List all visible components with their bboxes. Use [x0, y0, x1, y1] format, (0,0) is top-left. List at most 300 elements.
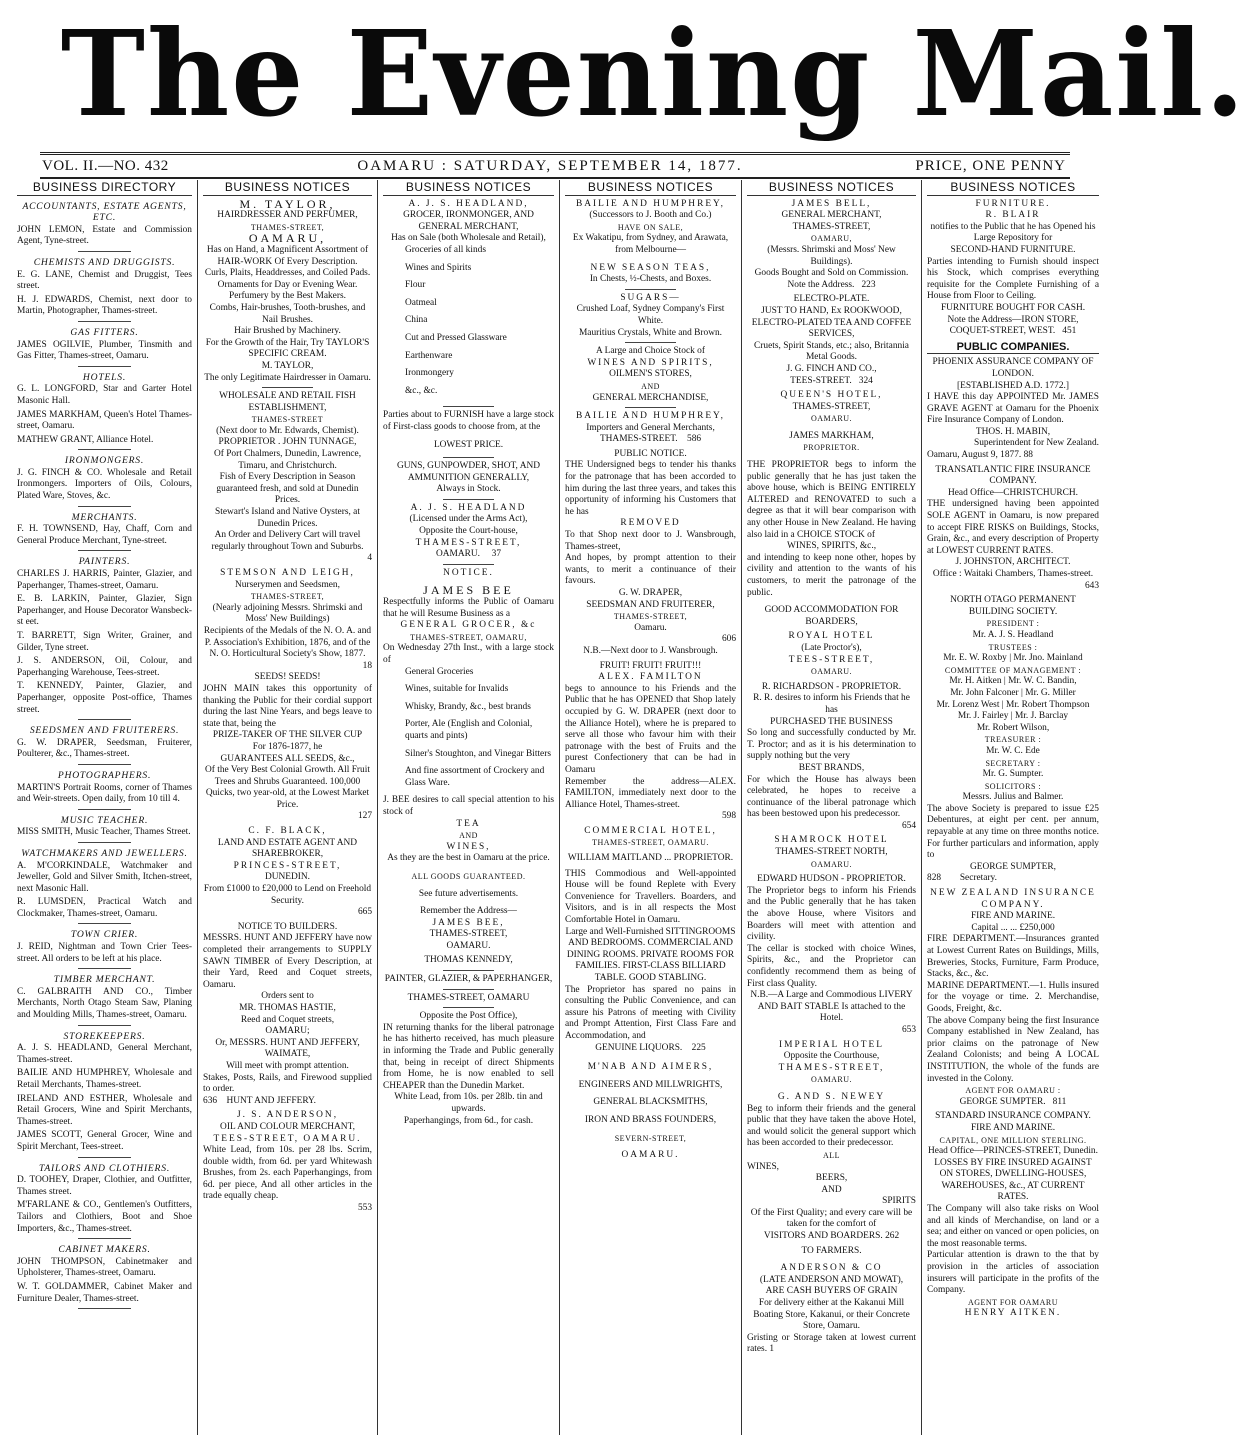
- divider: [443, 970, 494, 971]
- divider: [443, 499, 494, 500]
- advert-street: THAMES-STREET,: [415, 537, 522, 548]
- directory-entry: IRELAND AND ESTHER, Wholesale and Retail Grocers, Wine and Spirit Merchants, Thames-street.: [17, 1093, 192, 1127]
- advert-signature: GEORGE SUMPTER,: [970, 861, 1056, 872]
- advert-name: COMMERCIAL HOTEL,: [584, 825, 717, 836]
- advert-number: 665: [357, 907, 372, 918]
- directory-entry: G. L. LONGFORD, Star and Garter Hotel Masonic Hall.: [17, 384, 192, 406]
- advert-text: CAPITAL, ONE MILLION STERLING.: [939, 1135, 1087, 1145]
- directory-entry: T. KENNEDY, Painter, Glazier, and Paperhanger, opposite Post-office, Thames street.: [17, 681, 192, 715]
- directory-entry: A. M'CORKINDALE, Watchmaker and Jeweller, Gold and Silver Smith, Itchen-street, next Masonic Hall.: [17, 860, 192, 894]
- advert-name: ALEX. FAMILTON: [598, 672, 703, 683]
- advert-name: ROYAL HOTEL: [788, 631, 875, 642]
- advert-text: Note the Address.: [787, 279, 855, 290]
- advert-number: 636: [203, 1095, 218, 1106]
- advert-text: Parties about to FURNISH have a large stock of First-class goods to choose from, at the: [383, 410, 554, 432]
- advert-street: TEES-STREET.: [790, 375, 852, 386]
- advert-number: 18: [362, 660, 372, 671]
- advert-text: Ex Wakatipu, from Sydney, and Arawata, from Melbourne—: [572, 233, 729, 255]
- directory-category: TIMBER MERCHANT.: [53, 974, 156, 986]
- advert-text: PRESIDENT :: [986, 619, 1040, 629]
- shamrock-hotel-advert: [747, 835, 916, 1036]
- divider: [78, 1308, 131, 1309]
- advert-text: ALL: [822, 1150, 841, 1160]
- advert-street: THAMES-STREET, OAMARU: [407, 992, 530, 1003]
- advert-text: Opposite the Post Office),: [419, 1011, 518, 1022]
- advert-number: 4: [367, 553, 372, 564]
- advert-text: TEA: [456, 818, 481, 829]
- divider: [262, 387, 313, 388]
- page-columns: [12, 180, 1104, 1435]
- advert-town: DUNEDIN.: [264, 872, 311, 883]
- advert-street: THAMES-STREET,: [778, 1062, 885, 1073]
- advert-number: 586: [687, 434, 702, 445]
- advert-name: ELECTRO-PLATE.: [793, 294, 870, 305]
- advert-text: GUARANTEES ALL SEEDS, &c.,: [220, 753, 355, 764]
- divider: [78, 923, 131, 924]
- directory-entry: J. S. ANDERSON, Oil, Colour, and Paperhanging Warehouse, Tees-street.: [17, 656, 192, 678]
- directory-entry: MARTIN'S Portrait Rooms, corner of Thames and Weir-streets. Open daily, from 10 till 4.: [17, 782, 192, 805]
- directory-category: HOTELS.: [82, 371, 127, 383]
- directory-category: TOWN CRIER.: [70, 929, 139, 941]
- advert-text: ARE CASH BUYERS OF GRAIN: [765, 1286, 898, 1297]
- advert-text: From £1000 to £20,000 to Lend on Freehold Security.: [203, 884, 372, 906]
- advert-text: GENERAL MERCHANDISE,: [592, 392, 709, 403]
- divider: [78, 506, 131, 507]
- advert-trade: GENERAL MERCHANT,: [781, 210, 882, 221]
- advert-text: Head Office—CHRISTCHURCH.: [947, 487, 1079, 498]
- goods-item: Earthenware: [405, 350, 453, 361]
- advert-text: (Next door to Mr. Edwards, Chemist).: [216, 425, 359, 436]
- advert-number: 37: [491, 549, 502, 560]
- advert-text: The cellar is stocked with choice Wines, Spirits, &c., and the Proprietor can confidently recommend them as being of First class Quality.: [747, 943, 916, 989]
- advert-name: J. S. ANDERSON,: [236, 1110, 339, 1121]
- advert-trade: OIL AND COLOUR MERCHANT,: [220, 1121, 355, 1132]
- advert-number: 451: [1062, 326, 1077, 337]
- royal-hotel-advert: [747, 631, 916, 832]
- column-heading: BUSINESS NOTICES: [203, 180, 372, 196]
- advert-text: Fish of Every Description in Season guaranteed fresh, and sold at Dunedin Prices.: [216, 472, 359, 506]
- advert-text: TRUSTEES :: [988, 642, 1038, 652]
- column-business-directory: [12, 180, 197, 1435]
- advert-text: Ornaments for Day or Evening Wear.: [217, 279, 358, 290]
- electro-plate-advert: [747, 294, 916, 387]
- nz-insurance-advert: [927, 888, 1099, 1108]
- advert-text: THE Undersigned begs to tender his thanks for the patronage that has been accorded to him during the last three years, and takes this opportunity of informing his Customers that he has: [565, 460, 736, 517]
- column-heading: BUSINESS NOTICES: [565, 180, 736, 196]
- directory-entry: E. B. LARKIN, Painter, Glazier, Sign Paperhanger, and House Decorator Wansbeck-st eet.: [17, 594, 192, 628]
- advert-trade: SEEDSMAN AND FRUITERER,: [586, 599, 715, 610]
- advert-text: As they are the best in Oamaru at the price.: [387, 853, 550, 864]
- advert-street: THAMES-STREET, OAMARU,: [410, 632, 527, 642]
- advert-text: Remember the address—ALEX. FAMILTON, immediately next door to the Alliance Hotel, Thames-street.: [565, 776, 736, 810]
- directory-entry: D. TOOHEY, Draper, Clothier, and Outfitter, Thames street.: [17, 1175, 192, 1197]
- advert-street: THAMES-STREET,: [250, 222, 325, 232]
- advert-text: White Lead, from 10s. per 28 lbs. Scrim, double width, from 6d. per yard Whitewash Brushes, from 2s. each Paperhangings, from 6d. per piece, And all other articles in the trade equally cheap.: [203, 1145, 372, 1202]
- goods-item: China: [405, 315, 428, 326]
- advert-street: THAMES-STREET,: [792, 401, 871, 412]
- advert-text: AND: [641, 381, 660, 391]
- advert-text: SEEDS! SEEDS!: [254, 672, 321, 683]
- advert-text: FIRE AND MARINE.: [970, 1122, 1056, 1133]
- phoenix-advert: [927, 357, 1099, 461]
- advert-text: LOSSES BY FIRE INSURED AGAINST ON STORES, DWELLING-HOUSES, WAREHOUSES, &c., AT CURRENT RATES.: [934, 1157, 1092, 1203]
- advert-text: Cruets, Spirit Stands, etc.; also, Britannia Metal Goods.: [754, 340, 909, 363]
- advert-signature: A. J. S. HEADLAND: [410, 502, 527, 513]
- column-heading: BUSINESS NOTICES: [927, 180, 1099, 196]
- advert-text: THE undersigned having been appointed SOLE AGENT in Oamaru, is now prepared to accept FIRE RISKS on Buildings, Stocks, Grain, &c., and every description of Property at LOWEST CURRENT RATES.: [927, 499, 1099, 556]
- newspaper-title: The Evening Mail.: [60, 4, 1247, 143]
- advert-text: Of the Very Best Colonial Growth. All Fruit Trees and Shrubs Guaranteed. 100,000 Quicks, two year-old, at the Lowest Market Price.: [205, 765, 370, 810]
- committee-list: [927, 676, 1099, 734]
- advert-text: SUGARS—: [620, 292, 681, 303]
- advert-text: begs to announce to his Friends and the Public that he has OPENED that Shop lately occupied by G. W. DRAPER (next door to the Alliance Hotel), where he is prepared to serve all those who favour him with their patronage with the best of Fruits and the purest Confectionery that can be had in Oamaru: [565, 683, 736, 775]
- committee-member: Mr. H. Aitken | Mr. W. C. Bandin,: [949, 676, 1077, 687]
- advert-text: Stewart's Island and Native Oysters, at Dunedin Prices.: [215, 507, 360, 529]
- commercial-hotel-advert: [565, 826, 736, 1054]
- directory-entry: JOHN LEMON, Estate and Commission Agent, Tyne-street.: [17, 224, 192, 247]
- divider: [78, 1157, 131, 1158]
- directory-entry: J. REID, Nightman and Town Crier Tees-street. All orders to be left at his place.: [17, 942, 192, 964]
- divider: [625, 407, 676, 408]
- advert-street: THAMES-STREET: [251, 415, 324, 425]
- column-heading: BUSINESS NOTICES: [383, 180, 554, 196]
- advert-trade: GENERAL BLACKSMITHS,: [593, 1097, 708, 1108]
- directory-entry: F. H. TOWNSEND, Hay, Chaff, Corn and General Produce Merchant, Tyne-street.: [17, 524, 192, 546]
- directory-category: SEEDSMEN AND FRUITERERS.: [29, 725, 180, 737]
- divider: [443, 406, 494, 407]
- price: PRICE, ONE PENNY: [915, 158, 1066, 174]
- advert-name: STANDARD INSURANCE COMPANY.: [935, 1111, 1091, 1122]
- advert-text: Hair Brushed by Machinery.: [234, 326, 341, 337]
- black-advert: [203, 826, 372, 919]
- directory-entry: JAMES SCOTT, General Grocer, Wine and Spirit Merchant, Tees-street.: [17, 1130, 192, 1152]
- advert-town: OAMARU.: [810, 414, 853, 424]
- advert-text: FIRE AND MARINE.: [970, 911, 1056, 922]
- divider: [443, 989, 494, 990]
- directory-category: GAS FITTERS.: [70, 326, 139, 338]
- taylor-advert: [203, 196, 372, 385]
- bailie-advert: [565, 199, 736, 446]
- advert-text: J. BEE desires to call special attention to his stock of: [383, 795, 554, 817]
- advert-text: LOWEST PRICE.: [433, 439, 504, 450]
- advert-street: THAMES-STREET,: [613, 612, 688, 622]
- directory-category: CHEMISTS AND DRUGGISTS.: [33, 256, 176, 268]
- advert-text: SPIRITS: [882, 1196, 916, 1207]
- advert-text: JOHN MAIN takes this opportunity of thanking the Public for their cordial support during the last Nine Years, and begs leave to state that, being the: [203, 683, 372, 729]
- advert-name: ANDERSON & CO: [780, 1263, 883, 1274]
- advert-street: SEVERN-STREET,: [614, 1133, 687, 1143]
- advert-trade: Nurserymen and Seedsmen,: [235, 579, 340, 590]
- divider: [78, 968, 131, 969]
- advert-text: notifies to the Public that he has Opened his Large Repository for: [930, 221, 1096, 244]
- directory-entry: JAMES MARKHAM, Queen's Hotel Thames-street, Oamaru.: [17, 409, 192, 432]
- committee-member: Mr. Lorenz West | Mr. Robert Thompson: [936, 699, 1090, 710]
- advert-text: GOOD ACCOMMODATION FOR BOARDERS,: [764, 605, 899, 627]
- imperial-hotel-advert: [747, 1040, 916, 1243]
- divider: [78, 1238, 131, 1239]
- goods-item: General Groceries: [405, 666, 474, 677]
- advert-text: Mr. A. J. S. Headland: [972, 629, 1054, 640]
- advert-town: OAMARU.: [435, 549, 480, 560]
- advert-text: BEERS,: [815, 1173, 848, 1184]
- goods-item: Wines, suitable for Invalids: [405, 684, 509, 695]
- advert-trade: GENERAL MERCHANT,: [418, 221, 519, 232]
- advert-text: Capital ... ... £250,000: [971, 922, 1055, 933]
- advert-signature: M. TAYLOR,: [261, 360, 314, 371]
- masthead: [0, 0, 1247, 150]
- advert-text: Always in Stock.: [436, 484, 501, 495]
- advert-text: (Successors to J. Booth and Co.): [589, 210, 712, 221]
- advert-text: GENUINE LIQUORS.: [595, 1042, 683, 1053]
- committee-member: Mr. J. Fairley | Mr. J. Barclay: [957, 711, 1069, 722]
- advert-text: (Late Proctor's),: [801, 642, 862, 653]
- advert-text: On Wednesday 27th Inst., with a large stock of: [383, 643, 554, 665]
- advert-text: PURCHASED THE BUSINESS: [770, 716, 893, 727]
- directory-entry: R. LUMSDEN, Practical Watch and Clockmaker, Thames-street, Oamaru.: [17, 897, 192, 919]
- goods-item: Whisky, Brandy, &c., best brands: [405, 701, 531, 712]
- advert-text: Reed and Coquet streets,: [240, 1014, 335, 1025]
- advert-name: G. AND S. NEWEY: [777, 1091, 886, 1102]
- divider: [78, 764, 131, 765]
- divider: [443, 1007, 494, 1008]
- directory-category: TAILORS AND CLOTHIERS.: [38, 1162, 171, 1174]
- advert-name: NOTICE.: [443, 567, 494, 578]
- advert-text: N.B.—A Large and Commodious LIVERY AND BAIT STABLE Is attached to the Hotel.: [750, 990, 913, 1024]
- advert-name: TRANSATLANTIC FIRE INSURANCE COMPANY.: [935, 464, 1091, 487]
- stemson-advert: [203, 568, 372, 823]
- advert-name: JAMES BELL,: [791, 198, 872, 209]
- directory-entry: M'FARLANE & CO., Gentlemen's Outfitters, Tailors and Clothiers, Boot and Shoe Importers, &c., Thames-street.: [17, 1200, 192, 1234]
- divider: [78, 809, 131, 810]
- advert-text: An Order and Delivery Cart will travel regularly throughout Town and Suburbs.: [211, 530, 364, 552]
- advert-street: COQUET-STREET, WEST.: [949, 326, 1056, 337]
- advert-text: (LATE ANDERSON AND MOWAT),: [759, 1274, 904, 1285]
- advert-text: EDWARD HUDSON - PROPRIETOR.: [757, 874, 906, 885]
- directory-entry: CHARLES J. HARRIS, Painter, Glazier, and Paperhanger, Thames-street, Oamaru.: [17, 569, 192, 591]
- goods-item: Silner's Stoughton, and Vinegar Bitters: [405, 748, 551, 759]
- advert-text: TREASURER :: [984, 735, 1042, 745]
- advert-text: The Proprietor begs to inform his Friends and the Public generally that he has taken the above House, where Visitors and Boarders will meet with attention and civility.: [747, 885, 916, 943]
- advert-text: Paperhangings, from 6d., for cash.: [403, 1115, 534, 1126]
- advert-text: For 1876-1877, he: [252, 741, 323, 752]
- directory-category: MUSIC TEACHER.: [60, 814, 149, 826]
- divider: [78, 719, 131, 720]
- builders-advert: [203, 922, 372, 1108]
- advert-text: R. R. desires to inform his Friends that he has: [753, 693, 910, 715]
- advert-text: Superintendent for New Zealand.: [974, 438, 1099, 449]
- advert-text: (Nearly adjoining Messrs. Shrimski and Moss' New Buildings): [212, 602, 363, 625]
- advert-text: PRIZE-TAKER OF THE SILVER CUP: [212, 730, 363, 741]
- advert-text: COMMITTEE OF MANAGEMENT :: [944, 665, 1082, 675]
- directory-entry: H. J. EDWARDS, Chemist, next door to Martin, Photographer, Thames-street.: [17, 294, 192, 317]
- divider: [78, 550, 131, 551]
- column-notices-3: [377, 180, 559, 1435]
- advert-signature: JAMES BEE,: [432, 917, 505, 928]
- advert-name: R. BLAIR: [985, 210, 1041, 221]
- advert-text: I HAVE this day APPOINTED Mr. JAMES GRAVE AGENT at Oamaru for the Phoenix Fire Insurance Company of London.: [927, 392, 1099, 426]
- advert-town: OAMARU,: [248, 231, 327, 246]
- advert-name: STEMSON AND LEIGH,: [220, 568, 355, 578]
- goods-item: &c., &c.: [405, 385, 438, 396]
- advert-text: Beg to inform their friends and the general public that they have taken the above Hotel, and would solicit the general support which has been accorded to their predecessor.: [747, 1103, 916, 1149]
- advert-text: So long and successfully conducted by Mr. T. Proctor; and as it is his determination to supply nothing but the very: [747, 728, 916, 762]
- advert-text: Or, MESSRS. HUNT AND JEFFERY,: [215, 1037, 360, 1048]
- advert-name: A. J. S. HEADLAND,: [408, 198, 529, 209]
- advert-signature: THOS. H. MABIN,: [975, 426, 1051, 437]
- advert-street: THAMES-STREET NORTH,: [775, 847, 888, 858]
- advert-name: BAILIE AND HUMPHREY,: [576, 198, 725, 209]
- divider: [625, 342, 676, 343]
- divider: [625, 289, 676, 290]
- advert-signature: J. JOHNSTON, ARCHITECT.: [955, 557, 1071, 568]
- advert-text: Curls, Plaits, Headdresses, and Coiled Pads.: [204, 268, 371, 279]
- headland-advert: [383, 199, 554, 561]
- advert-name: TO FARMERS.: [801, 1245, 862, 1256]
- advert-text: Secretary.: [959, 873, 997, 884]
- dateline-bar: [40, 152, 1070, 179]
- advert-text: White Lead, from 10s. per 28lb. tin and upwards.: [394, 1092, 543, 1114]
- advert-text: Mr. E. W. Roxby | Mr. Jno. Mainland: [943, 653, 1083, 664]
- advert-text: Oamaru, August 9, 1877.: [927, 450, 1022, 461]
- advert-text: Of the First Quality; and every care will be taken for the comfort of: [750, 1207, 913, 1230]
- directory-category: CABINET MAKERS.: [58, 1244, 151, 1256]
- advert-text: AGENT FOR OAMARU :: [965, 1086, 1061, 1096]
- mcnab-advert: [565, 1062, 736, 1162]
- advert-signature: BAILIE AND HUMPHREY,: [576, 411, 725, 422]
- advert-text: Gristing or Storage taken at lowest current rates.: [747, 1332, 916, 1355]
- anderson-co-advert: [747, 1246, 916, 1356]
- advert-number: 653: [901, 1024, 916, 1035]
- goods-item: Groceries of all kinds: [405, 244, 486, 255]
- advert-text: A Large and Choice Stock of: [596, 346, 705, 357]
- advert-name: NORTH OTAGO PERMANENT BUILDING SOCIETY.: [950, 595, 1076, 617]
- advert-signature: G. W. DRAPER,: [618, 588, 683, 598]
- directory-list: [17, 201, 192, 1310]
- advert-name: SHAMROCK HOTEL: [774, 835, 889, 846]
- advert-trade: LAND AND ESTATE AGENT AND SHAREBROKER,: [217, 837, 358, 860]
- advert-text: JUST TO HAND, Ex ROOKWOOD, ELECTRO-PLATED TEA AND COFFEE SERVICES,: [751, 305, 912, 340]
- issue-date: OAMARU : SATURDAY, SEPTEMBER 14, 1877.: [357, 158, 743, 174]
- advert-text: Goods Bought and Sold on Commission.: [754, 268, 909, 279]
- advert-text: Perfumery by the Best Makers.: [229, 291, 346, 302]
- advert-text: Of Port Chalmers, Dunedin, Lawrence, Timaru, and Christchurch.: [213, 449, 362, 471]
- advert-text: Parties intending to Furnish should inspect his Stock, which comprises everything requisite for the Complete Furnishing of a House from Floor to Ceiling.: [927, 256, 1099, 302]
- column-notices-2: [197, 180, 377, 1435]
- advert-street: THAMES-STREET.: [599, 434, 678, 445]
- advert-trade: HAIRDRESSER AND PERFUMER,: [217, 210, 358, 221]
- advert-text: Recipients of the Medals of the N. O. A. and P. Association's Exhibition, 1876, and of the N. O. Horticultural Society's Show, 1877.: [203, 625, 372, 660]
- advert-town: Oamaru.: [634, 622, 667, 633]
- advert-text: AND: [459, 831, 478, 841]
- directory-category: IRONMONGERS.: [64, 455, 145, 467]
- divider: [443, 564, 494, 565]
- transatlantic-advert: [927, 465, 1099, 593]
- advert-trade: IRON AND BRASS FOUNDERS,: [584, 1114, 717, 1125]
- advert-text: Combs, Hair-brushes, Tooth-brushes, and Nail Brushes.: [209, 302, 366, 325]
- directory-entry: JOHN THOMPSON, Cabinetmaker and Upholsterer, Thames-street, Oamaru.: [17, 1256, 192, 1279]
- advert-number: 606: [721, 634, 736, 645]
- advert-town: OAMARU.: [810, 859, 853, 869]
- divider: [78, 251, 131, 252]
- goods-list: [405, 245, 554, 403]
- divider: [78, 1025, 131, 1026]
- bee-advert: [383, 568, 554, 953]
- advert-text: AND: [821, 1184, 842, 1195]
- advert-text: WINES AND SPIRITS,: [587, 357, 714, 368]
- directory-entry: J. G. FINCH & CO. Wholesale and Retail Ironmongers. Importers of Oils, Colours, Plated Ware, Stoves, &c.: [17, 467, 192, 502]
- advert-text: (Licensed under the Arms Act),: [409, 514, 528, 525]
- goods-item: Porter, Ale (English and Colonial, quarts and pints): [405, 719, 533, 741]
- advert-text: ALL GOODS GUARANTEED.: [411, 871, 526, 881]
- advert-text: For delivery either at the Kakanui Mill Boating Store, Kakanui, or their Concrete Store, Oamaru.: [753, 1298, 910, 1332]
- directory-category: WATCHMAKERS AND JEWELLERS.: [21, 847, 188, 859]
- advert-town: OAMARU.: [446, 940, 491, 951]
- directory-entry: MISS SMITH, Music Teacher, Thames Street.: [17, 827, 191, 838]
- advert-text: The above Society is prepared to issue £25 Debentures, at eight per cent. per annum, repayable at any time on three months notice. For further particulars and information, apply to: [927, 803, 1099, 861]
- advert-text: VISITORS AND BOARDERS.: [763, 1231, 883, 1242]
- advert-text: Mr. G. Sumpter.: [982, 769, 1044, 780]
- advert-street: THAMES-STREET,: [792, 221, 871, 232]
- advert-street: THAMES-STREET,: [250, 592, 325, 602]
- section-heading: PUBLIC COMPANIES.: [927, 342, 1099, 355]
- blair-advert: [927, 199, 1099, 338]
- advert-name: IMPERIAL HOTEL: [779, 1039, 884, 1050]
- advert-text: WINES,: [747, 1161, 780, 1172]
- advert-name: QUEEN'S HOTEL,: [780, 390, 883, 401]
- advert-text: (Messrs. Shrimski and Moss' New Buildings).: [767, 244, 896, 267]
- draper-advert: [565, 449, 736, 658]
- goods-item: Flour: [405, 280, 426, 291]
- advert-text: Opposite the Courthouse,: [783, 1051, 880, 1062]
- advert-text: OAMARU;: [265, 1026, 310, 1037]
- advert-street: TEES-STREET,: [788, 654, 875, 665]
- anderson-advert: [203, 1110, 372, 1214]
- advert-text: Will meet with prompt attention.: [226, 1060, 349, 1071]
- advert-text: REMOVED: [620, 518, 681, 529]
- advert-text: In Chests, ½-Chests, and Boxes.: [589, 274, 712, 285]
- directory-entry: W. T. GOLDAMMER, Cabinet Maker and Furniture Dealer, Thames-street.: [17, 1281, 192, 1304]
- advert-signature: HUNT AND JEFFERY.: [226, 1095, 316, 1106]
- divider: [78, 842, 131, 843]
- advert-number: 654: [901, 820, 916, 831]
- advert-text: FURNITURE BOUGHT FOR CASH.: [940, 302, 1086, 313]
- advert-text: NEW SEASON TEAS,: [590, 262, 711, 273]
- advert-text: Office : Waitaki Chambers, Thames-street.: [932, 569, 1094, 579]
- advert-town: OAMARU,: [810, 234, 853, 244]
- advert-number: 1: [769, 1344, 775, 1355]
- advert-trade: ENGINEERS AND MILLWRIGHTS,: [578, 1079, 723, 1090]
- advert-text: WINES,: [446, 841, 491, 852]
- advert-text: For the Growth of the Hair, Try TAYLOR'S SPECIFIC CREAM.: [205, 337, 370, 360]
- advert-name: PUBLIC NOTICE.: [614, 448, 687, 459]
- advert-text: Note the Address—IRON STORE,: [947, 314, 1079, 325]
- advert-text: SECOND-HAND FURNITURE.: [950, 244, 1076, 255]
- advert-town: OAMARU.: [810, 1075, 853, 1085]
- committee-member: Mr. Robert Wilson,: [976, 722, 1050, 733]
- directory-entry: BAILIE AND HUMPHREY, Wholesale and Retail Merchants, Thames-street.: [17, 1068, 192, 1090]
- advert-number: 262: [885, 1231, 900, 1242]
- advert-number: 828: [927, 873, 942, 884]
- directory-category: PAINTERS.: [78, 556, 131, 568]
- advert-text: GUNS, GUNPOWDER, SHOT, AND AMMUNITION GENERALLY,: [396, 461, 541, 483]
- advert-text: Importers and General Merchants,: [586, 422, 715, 433]
- advert-text: IN returning thanks for the liberal patronage he has hitherto received, has much pleasure in informing the Trade and Public generally that, being in receipt of direct Shipments from Home, he is now enabled to sell CHEAPER than the Dunedin Market.: [383, 1022, 554, 1091]
- advert-number: 88: [1023, 450, 1033, 461]
- advert-text: BEST BRANDS,: [798, 762, 865, 773]
- column-notices-5: [741, 180, 921, 1435]
- advert-text: MARINE DEPARTMENT.—1. Hulls insured for the voyage or time. 2. Merchandise, Goods, Freight, &c.: [927, 980, 1099, 1014]
- advert-number: 324: [858, 375, 873, 386]
